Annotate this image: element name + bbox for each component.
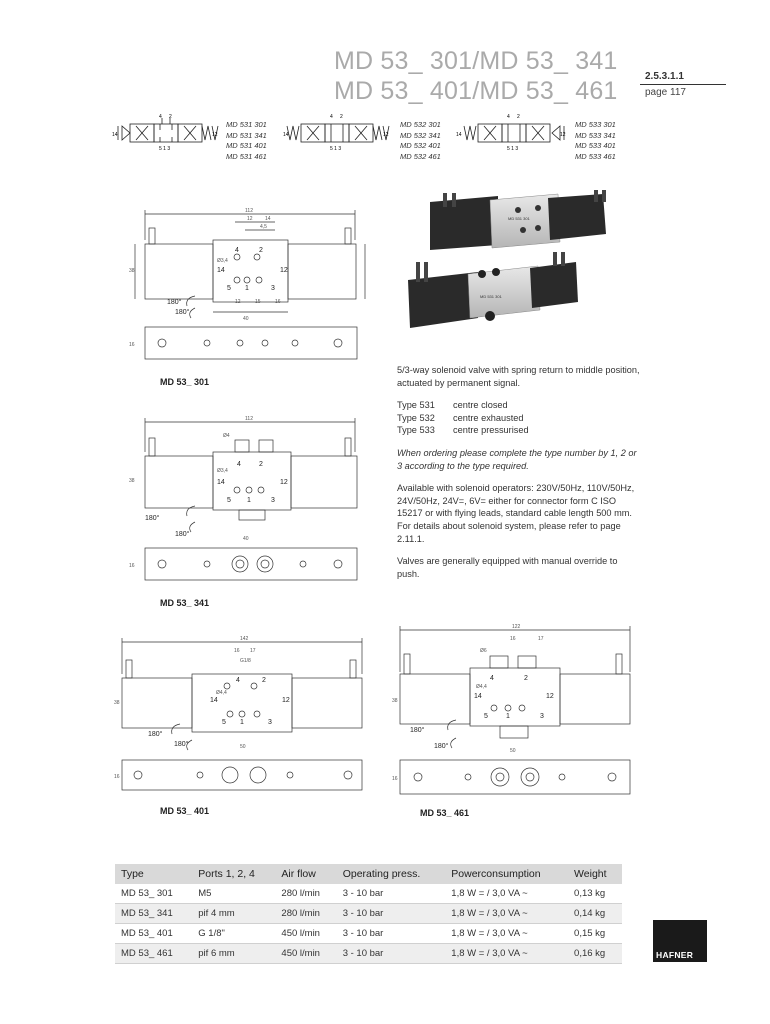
drawing-md53-401: [112, 632, 374, 797]
svg-text:38: 38: [129, 478, 135, 484]
type-row: Type 532 centre exhausted: [397, 412, 524, 423]
svg-text:1: 1: [240, 719, 244, 726]
svg-text:12: 12: [280, 479, 288, 486]
svg-text:2: 2: [524, 675, 528, 682]
svg-text:180°: 180°: [148, 731, 163, 738]
type-row: Type 533 centre pressurised: [397, 425, 529, 436]
svg-text:40: 40: [243, 316, 249, 322]
svg-text:4: 4: [235, 247, 239, 254]
drawing-md53-301: [125, 200, 375, 375]
svg-text:14: 14: [210, 697, 218, 704]
col-header-weight: Weight: [568, 864, 622, 884]
manual-override-note: Valves are generally equipped with manual override to push.: [397, 556, 618, 579]
table-row: MD 53_ 461 pif 6 mm 450 l/min 3 - 10 bar 1,8 W = / 3,0 VA ~ 0,16 kg: [115, 944, 622, 964]
svg-text:Ø4,4: Ø4,4: [476, 684, 487, 690]
svg-text:Ø6: Ø6: [480, 648, 487, 654]
svg-text:12: 12: [560, 132, 566, 138]
svg-text:50: 50: [240, 744, 246, 750]
svg-text:2: 2: [259, 247, 263, 254]
page-title-line-2: MD 53_ 401/MD 53_ 461: [334, 77, 618, 105]
svg-text:180°: 180°: [167, 299, 182, 306]
svg-text:14: 14: [283, 132, 289, 138]
svg-text:5: 5: [222, 719, 226, 726]
svg-text:12: 12: [282, 697, 290, 704]
description-intro: 5/3-way solenoid valve with spring return to middle position, actuated by permanent signal.: [397, 365, 640, 388]
symbol-port-513: 5 1 3: [159, 146, 171, 152]
svg-text:16: 16: [129, 342, 135, 348]
svg-text:5: 5: [227, 497, 231, 504]
svg-text:2: 2: [517, 114, 520, 120]
caption-md53-301: MD 53_ 301: [160, 377, 210, 387]
type-row: Type 531 centre closed: [397, 400, 508, 411]
drawing-md53-461: [390, 622, 640, 802]
svg-text:12: 12: [235, 299, 241, 305]
svg-text:12: 12: [546, 693, 554, 700]
symbol-models-531: MD 531 301 MD 531 341 MD 531 401 MD 531 461: [226, 120, 267, 161]
svg-text:15: 15: [255, 299, 261, 305]
section-number: 2.5.3.1.1: [645, 71, 684, 82]
logo-text: HAFNER: [656, 950, 694, 960]
svg-text:Ø3,4: Ø3,4: [217, 258, 228, 264]
hafner-logo: [653, 920, 707, 962]
symbol-models-532: MD 532 301 MD 532 341 MD 532 401 MD 532 461: [400, 120, 441, 161]
section-rule: [640, 84, 726, 85]
svg-text:3: 3: [268, 719, 272, 726]
svg-text:Ø3,4: Ø3,4: [217, 468, 228, 474]
ordering-note: When ordering please complete the type number by 1, 2 or 3 according to the type required.: [397, 447, 637, 471]
svg-text:4: 4: [490, 675, 494, 682]
type-list: [397, 399, 642, 437]
photo-label-1: MD 531 301: [508, 216, 530, 221]
svg-text:17: 17: [250, 648, 256, 654]
col-header-power: Powerconsumption: [445, 864, 568, 884]
col-header-type: Type: [115, 864, 192, 884]
svg-text:40: 40: [243, 536, 249, 542]
svg-text:14: 14: [217, 267, 225, 274]
col-header-operating-press: Operating press.: [337, 864, 446, 884]
valve-symbol-531: [112, 112, 222, 157]
svg-text:4: 4: [330, 114, 333, 120]
valve-symbol-532: [283, 112, 393, 157]
specs-table: [115, 864, 622, 964]
table-row: MD 53_ 301 M5 280 l/min 3 - 10 bar 1,8 W = / 3,0 VA ~ 0,13 kg: [115, 884, 622, 904]
page-title-line-1: MD 53_ 301/MD 53_ 341: [334, 47, 618, 75]
symbol-port-12: 12: [212, 132, 218, 138]
svg-text:112: 112: [245, 416, 253, 422]
svg-text:3: 3: [271, 285, 275, 292]
svg-text:38: 38: [114, 700, 120, 706]
svg-text:12: 12: [247, 216, 253, 222]
page-number: page 117: [645, 87, 686, 98]
col-header-air-flow: Air flow: [275, 864, 336, 884]
svg-text:3: 3: [271, 497, 275, 504]
svg-text:17: 17: [538, 636, 544, 642]
svg-text:180°: 180°: [175, 309, 190, 316]
table-header-row: [115, 864, 622, 884]
svg-text:1: 1: [247, 497, 251, 504]
svg-text:180°: 180°: [145, 515, 160, 522]
drawing-md53-341: [125, 410, 375, 590]
svg-text:Ø4,4: Ø4,4: [216, 690, 227, 696]
svg-text:1: 1: [245, 285, 249, 292]
svg-text:4: 4: [237, 461, 241, 468]
product-description: [397, 364, 642, 590]
table-row: MD 53_ 341 pif 4 mm 280 l/min 3 - 10 bar 1,8 W = / 3,0 VA ~ 0,14 kg: [115, 904, 622, 924]
svg-text:14: 14: [456, 132, 462, 138]
symbol-port-2: 2: [169, 114, 172, 120]
svg-text:16: 16: [510, 636, 516, 642]
solenoid-options: Available with solenoid operators: 230V/50Hz, 110V/50Hz, 24V/50Hz, 24V=, 6V= either for connector form C ISO 15217 or with flying leads, standard cable length 500 mm. For details about solenoid system, please refer to page 2.11.1.: [397, 483, 635, 544]
svg-text:38: 38: [392, 698, 398, 704]
svg-text:2: 2: [259, 461, 263, 468]
svg-text:180°: 180°: [175, 531, 190, 538]
svg-text:16: 16: [129, 563, 135, 569]
svg-text:4: 4: [507, 114, 510, 120]
svg-text:16: 16: [234, 648, 240, 654]
svg-text:4: 4: [236, 677, 240, 684]
svg-text:16: 16: [114, 774, 120, 780]
svg-text:14: 14: [474, 693, 482, 700]
svg-text:2: 2: [340, 114, 343, 120]
svg-text:180°: 180°: [434, 743, 449, 750]
svg-text:Ø4: Ø4: [223, 433, 230, 439]
svg-text:5 1 3: 5 1 3: [330, 146, 342, 152]
svg-text:14: 14: [265, 216, 271, 222]
symbol-port-14: 14: [112, 132, 118, 138]
photo-label-2: MD 531 301: [480, 294, 502, 299]
caption-md53-341: MD 53_ 341: [160, 598, 210, 608]
svg-text:G1/8: G1/8: [240, 658, 251, 664]
svg-text:5: 5: [227, 285, 231, 292]
caption-md53-401: MD 53_ 401: [160, 806, 210, 816]
col-header-ports: Ports 1, 2, 4: [192, 864, 275, 884]
svg-text:142: 142: [240, 636, 249, 642]
table-row: MD 53_ 401 G 1/8" 450 l/min 3 - 10 bar 1,8 W = / 3,0 VA ~ 0,15 kg: [115, 924, 622, 944]
product-photo: [398, 190, 613, 335]
svg-text:180°: 180°: [410, 727, 425, 734]
svg-text:4,5: 4,5: [260, 224, 267, 230]
svg-text:12: 12: [280, 267, 288, 274]
svg-text:2: 2: [262, 677, 266, 684]
svg-text:14: 14: [217, 479, 225, 486]
svg-text:16: 16: [275, 299, 281, 305]
svg-text:112: 112: [245, 208, 253, 214]
svg-text:1: 1: [506, 713, 510, 720]
symbol-models-533: MD 533 301 MD 533 341 MD 533 401 MD 533 461: [575, 120, 616, 161]
symbol-port-4: 4: [159, 114, 162, 120]
svg-text:180°: 180°: [174, 741, 189, 748]
svg-text:122: 122: [512, 624, 521, 630]
svg-text:5: 5: [484, 713, 488, 720]
svg-text:3: 3: [540, 713, 544, 720]
svg-text:50: 50: [510, 748, 516, 754]
svg-text:12: 12: [383, 132, 389, 138]
svg-text:5 1 3: 5 1 3: [507, 146, 519, 152]
caption-md53-461: MD 53_ 461: [420, 808, 470, 818]
svg-text:38: 38: [129, 268, 135, 274]
svg-text:16: 16: [392, 776, 398, 782]
valve-symbol-533: [456, 112, 571, 157]
